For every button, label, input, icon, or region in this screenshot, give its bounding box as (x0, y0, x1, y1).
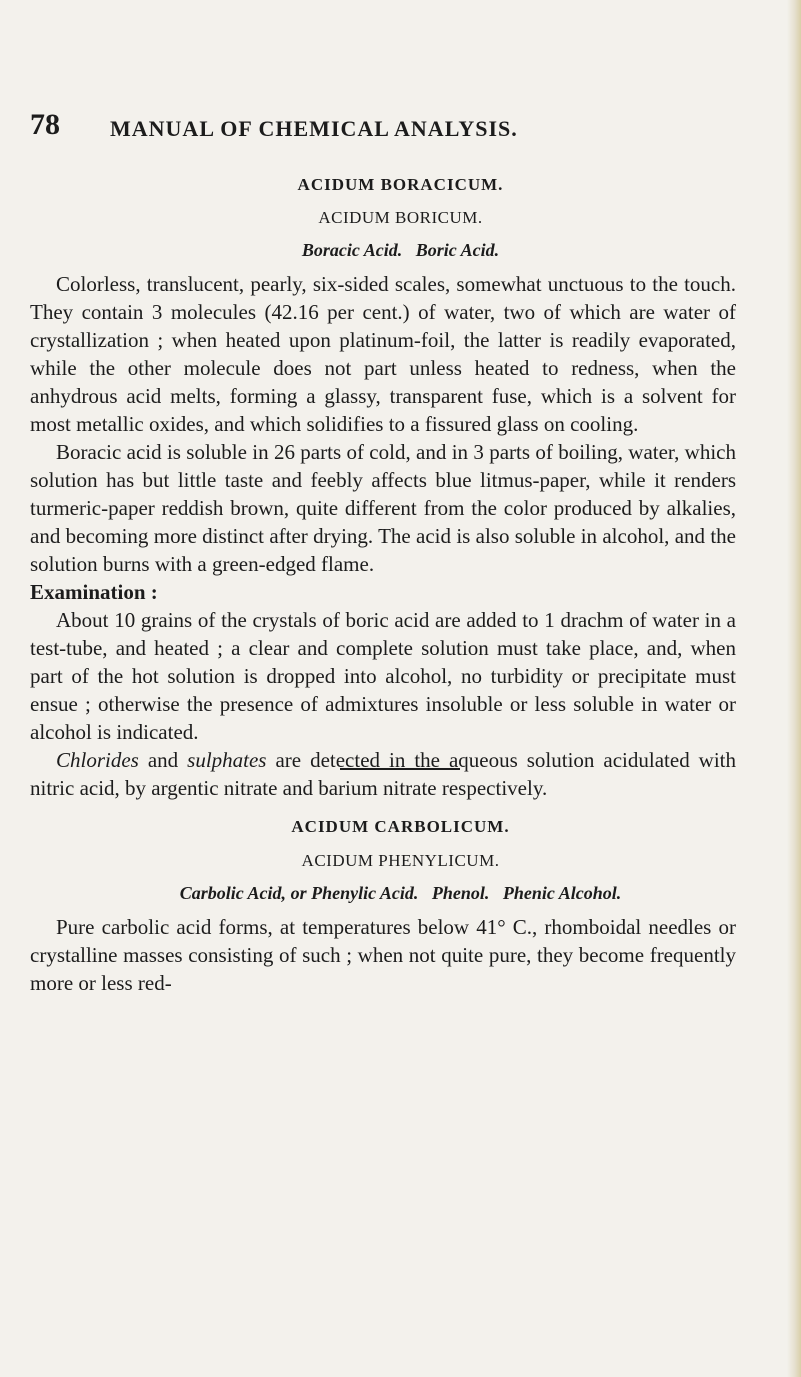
running-head (0, 108, 801, 148)
synonym-carbolic-acid: Carbolic Acid, (179, 883, 287, 903)
synonym-boracic-acid: Boracic Acid. (301, 240, 403, 260)
body-text-boracicum (30, 270, 736, 802)
page-edge-shadow (787, 0, 801, 1377)
synonym-phenylic-acid: Phenylic Acid. (311, 883, 419, 903)
page-number: 78 (30, 108, 60, 141)
section-title-carbolicum: ACIDUM CARBOLICUM. (291, 817, 510, 836)
section-title-boracicum: ACIDUM BORACICUM. (297, 175, 504, 194)
synonym-or: or (290, 883, 307, 903)
chlorides-text: are detected in the aqueous solution acidulated with nitric acid, by argentic nitrate and barium nitrate respectively. (30, 748, 737, 800)
synonym-boric-acid: Boric Acid. (415, 240, 500, 260)
word-and: and (147, 748, 179, 772)
section-subtitle-boricum: ACIDUM BORICUM. (318, 208, 483, 227)
paragraph-description: Colorless, translucent, pearly, six-sided scales, somewhat unctuous to the touch. They contain 3 molecules (42.16 per cent.) of water, two of which are water of crystallization ; when heated upon platinum-foil, the latter is readily evaporated, while the other molecule does not part unless heated to redness, when the anhydrous acid melts, forming a glassy, transparent fuse, which is a solvent for most metallic oxides, and which solidifies to a fissured glass on cooling. (30, 272, 736, 436)
term-sulphates: sulphates (187, 748, 267, 772)
synonyms-carbolic (0, 883, 801, 904)
paragraph-solubility: Boracic acid is soluble in 26 parts of cold, and in 3 parts of boiling, water, which solution has but little taste and feebly affects blue litmus-paper, while it renders turmeric-paper reddish brown, quite different from the color produced by alkalies, and becoming more distinct after drying. The acid is also soluble in alcohol, and the solution burns with a green-edged flame. (30, 440, 736, 576)
body-text-carbolicum (30, 913, 736, 997)
section-subtitle-phenylicum: ACIDUM PHENYLICUM. (301, 851, 500, 870)
synonym-phenol: Phenol. (431, 883, 490, 903)
synonyms-boric (0, 240, 801, 261)
examination-heading: Examination : (30, 580, 158, 604)
section-divider (340, 768, 460, 770)
paragraph-examination: About 10 grains of the crystals of boric acid are added to 1 drachm of water in a test-tube, and heated ; a clear and complete solution must take place, and, when part of the hot solution is dropped into alcohol, no turbidity or precipitate must ensue ; otherwise the presence of admixtures insoluble or less soluble in water or alcohol is indicated. (30, 608, 736, 744)
synonym-phenic-alcohol: Phenic Alcohol. (502, 883, 622, 903)
term-chlorides: Chlorides (56, 748, 139, 772)
paragraph-chlorides-sulphates (30, 746, 736, 802)
paragraph-carbolic: Pure carbolic acid forms, at temperatures below 41° C., rhomboidal needles or crystalline masses consisting of such ; when not quite pure, they become frequently more or less red- (30, 915, 736, 995)
running-head-title: MANUAL OF CHEMICAL ANALYSIS. (110, 116, 518, 141)
